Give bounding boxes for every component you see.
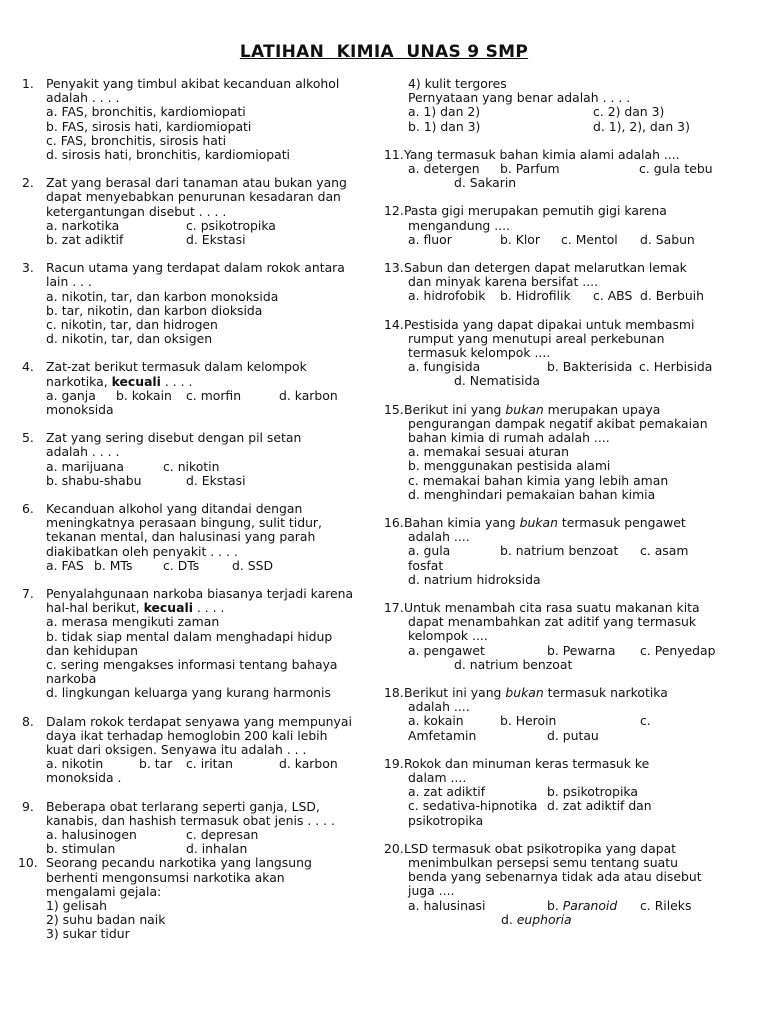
question-stem: ketergantungan disebut . . . . bbox=[46, 203, 227, 219]
stem-text: merupakan upaya bbox=[543, 401, 661, 417]
title-text: LATIHAN KIMIA UNAS 9 SMP bbox=[239, 42, 529, 62]
option-c: c. Mentol bbox=[561, 231, 618, 247]
statement-item: 4) kulit tergores bbox=[408, 76, 507, 91]
option-c: c. bbox=[640, 713, 651, 729]
option-b: b. menggunakan pestisida alami bbox=[408, 458, 611, 474]
question-15 bbox=[384, 403, 729, 502]
option-a: a. hidrofobik bbox=[408, 288, 486, 304]
option-a: a. memakai sesuai aturan bbox=[408, 444, 569, 460]
option-d: d. sirosis hati, bronchitis, kardiomiopati bbox=[46, 147, 290, 163]
option-c: c. morfin bbox=[186, 387, 242, 403]
question-stem: Yang termasuk bahan kimia alami adalah .... bbox=[404, 146, 680, 162]
question-stem: menimbulkan persepsi semu tentang suatu bbox=[408, 854, 678, 870]
option-c: c. sedativa-hipnotika bbox=[408, 798, 538, 814]
option-c: c. Herbisida bbox=[639, 359, 713, 375]
option-b: b. zat adiktif bbox=[46, 232, 124, 248]
option-a: a. nikotin bbox=[46, 756, 104, 772]
question-stem: Seorang pecandu narkotika yang langsung bbox=[46, 855, 312, 871]
option-b: b. Pewarna bbox=[547, 642, 616, 658]
question-10-continued bbox=[384, 77, 729, 134]
option-c: c. nikotin bbox=[163, 458, 220, 474]
question-7 bbox=[22, 587, 367, 701]
question-13 bbox=[384, 261, 729, 304]
question-stem: dalam .... bbox=[408, 769, 467, 785]
option-d: d. natrium hidroksida bbox=[408, 571, 541, 587]
question-16 bbox=[384, 516, 729, 587]
question-stem: Beberapa obat terlarang seperti ganja, LSD, bbox=[46, 798, 320, 814]
question-number: 5. bbox=[22, 430, 34, 446]
stem-text: . . . . bbox=[160, 373, 193, 389]
question-number: 7. bbox=[22, 586, 34, 601]
option-b: b. Heroin bbox=[500, 713, 557, 729]
stem-text: Bahan kimia yang bbox=[404, 514, 520, 530]
stem-text: Berikut ini yang bbox=[404, 401, 506, 417]
option-text: Paranoid bbox=[562, 897, 618, 913]
option-b: b. shabu-shabu bbox=[46, 472, 142, 488]
question-number: 3. bbox=[22, 260, 34, 276]
option-d: d. zat adiktif dan bbox=[547, 798, 652, 814]
question-stem: termasuk kelompok .... bbox=[408, 344, 551, 360]
question-6 bbox=[22, 502, 367, 573]
stem-emphasis: bukan bbox=[505, 684, 544, 700]
option-d-cont: psikotropika bbox=[408, 812, 484, 828]
question-stem: Racun utama yang terdapat dalam rokok antara bbox=[46, 260, 345, 276]
option-b: b. Bakterisida bbox=[547, 359, 633, 375]
question-stem: tekanan mental, dan halusinasi yang parah bbox=[46, 529, 316, 545]
question-3 bbox=[22, 261, 367, 346]
question-number: 16. bbox=[384, 514, 404, 530]
option-a: a. fungisida bbox=[408, 359, 481, 375]
statement-item: 1) gelisah bbox=[46, 898, 107, 914]
question-number: 20. bbox=[384, 840, 404, 856]
option-b: b. tar bbox=[139, 756, 173, 772]
right-column bbox=[384, 77, 729, 927]
option-d: d. karbon bbox=[279, 387, 338, 403]
stem-emphasis: bukan bbox=[505, 401, 544, 417]
question-stem: pengurangan dampak negatif akibat pemakaian bbox=[408, 415, 708, 431]
stem-text: hal-hal berikut, bbox=[46, 600, 144, 616]
option-b: b. kokain bbox=[116, 387, 172, 403]
option-a: a. zat adiktif bbox=[408, 784, 486, 800]
option-c-cont: narkoba bbox=[46, 671, 97, 687]
question-stem: Penyakit yang timbul akibat kecanduan alkohol bbox=[46, 76, 340, 91]
option-c: c. FAS, bronchitis, sirosis hati bbox=[46, 132, 227, 148]
question-14 bbox=[384, 318, 729, 389]
question-stem bbox=[384, 403, 729, 417]
question-number: 6. bbox=[22, 501, 34, 516]
stem-emphasis: kecuali bbox=[143, 600, 193, 616]
question-stem bbox=[384, 516, 729, 530]
question-stem: adalah . . . . bbox=[46, 444, 120, 460]
option-d: d. Ekstasi bbox=[186, 232, 246, 248]
question-8 bbox=[22, 715, 367, 786]
option-a: a. halusinasi bbox=[408, 897, 486, 913]
option-b: b. tidak siap mental dalam menghadapi hidup bbox=[46, 628, 333, 644]
question-stem: lain . . . bbox=[46, 274, 92, 290]
question-stem: Zat-zat berikut termasuk dalam kelompok bbox=[46, 359, 307, 375]
option-c-cont: fosfat bbox=[408, 557, 444, 573]
question-stem: rumput yang menutupi areal perkebunan bbox=[408, 330, 665, 346]
question-number: 2. bbox=[22, 175, 34, 191]
option-d: d. karbon bbox=[279, 756, 338, 772]
question-stem bbox=[22, 375, 367, 389]
question-stem: Untuk menambah cita rasa suatu makanan kita bbox=[404, 599, 700, 615]
question-stem: benda yang sebenarnya tidak ada atau disebut bbox=[408, 869, 702, 885]
option-c: c. memakai bahan kimia yang lebih aman bbox=[408, 472, 669, 488]
option-b: b. stimulan bbox=[46, 841, 116, 857]
stem-text: . . . . bbox=[192, 600, 225, 616]
option-d: d. SSD bbox=[232, 557, 274, 573]
option-d: d. putau bbox=[547, 727, 599, 743]
question-stem: LSD termasuk obat psikotropika yang dapat bbox=[404, 840, 677, 856]
question-stem: meningkatnya perasaan bingung, sulit tidur, bbox=[46, 515, 322, 531]
question-stem: dapat menambahkan zat aditif yang termasuk bbox=[408, 614, 697, 630]
stem-text: termasuk pengawet bbox=[557, 514, 686, 530]
option-a: a. marijuana bbox=[46, 458, 125, 474]
option-a: a. narkotika bbox=[46, 217, 120, 233]
question-number: 15. bbox=[384, 401, 404, 417]
question-stem: Kecanduan alkohol yang ditandai dengan bbox=[46, 501, 303, 516]
option-d bbox=[501, 913, 572, 927]
option-a: a. ganja bbox=[46, 387, 96, 403]
option-b: b. 1) dan 3) bbox=[408, 118, 481, 134]
page-title bbox=[0, 42, 768, 62]
option-a: a. detergen bbox=[408, 160, 480, 176]
question-stem: berhenti mengonsumsi narkotika akan bbox=[46, 869, 285, 885]
question-number: 18. bbox=[384, 684, 404, 700]
question-stem: kanabis, dan hashish termasuk obat jenis . . . . bbox=[46, 812, 335, 828]
question-stem: dapat menyebabkan penurunan kesadaran dan bbox=[46, 189, 341, 205]
question-18 bbox=[384, 686, 729, 743]
question-4 bbox=[22, 360, 367, 417]
option-label: b. bbox=[547, 897, 563, 913]
question-stem: adalah .... bbox=[408, 699, 470, 715]
question-number: 14. bbox=[384, 316, 404, 332]
statement-item: 2) suhu badan naik bbox=[46, 912, 166, 928]
question-17 bbox=[384, 601, 729, 672]
option-b: b. Hidrofilik bbox=[500, 288, 571, 304]
question-number: 1. bbox=[22, 76, 34, 91]
statement-item: 3) sukar tidur bbox=[46, 926, 130, 942]
option-d: d. menghindari pemakaian bahan kimia bbox=[408, 486, 656, 502]
stem-text: termasuk narkotika bbox=[543, 684, 668, 700]
question-20 bbox=[384, 842, 729, 927]
question-stem: mengalami gejala: bbox=[46, 883, 162, 899]
question-19 bbox=[384, 757, 729, 828]
question-stem: Sabun dan detergen dapat melarutkan lemak bbox=[404, 259, 687, 275]
question-number: 19. bbox=[384, 755, 404, 771]
stem-emphasis: kecuali bbox=[111, 373, 161, 389]
option-a: a. nikotin, tar, dan karbon monoksida bbox=[46, 288, 279, 304]
option-b: b. FAS, sirosis hati, kardiomiopati bbox=[46, 118, 252, 134]
question-stem: juga .... bbox=[408, 883, 455, 899]
question-stem: diakibatkan oleh penyakit . . . . bbox=[46, 543, 238, 559]
stem-emphasis: bukan bbox=[519, 514, 558, 530]
question-stem: Zat yang berasal dari tanaman atau bukan yang bbox=[46, 175, 347, 191]
option-a: a. merasa mengikuti zaman bbox=[46, 614, 220, 630]
option-b: b. natrium benzoat bbox=[500, 543, 619, 559]
question-number: 10. bbox=[18, 855, 38, 871]
option-d: d. Ekstasi bbox=[186, 472, 246, 488]
question-stem: adalah . . . . bbox=[46, 90, 120, 106]
question-stem: kelompok .... bbox=[408, 628, 488, 644]
option-c: c. 2) dan 3) bbox=[593, 104, 665, 120]
question-stem: mengandung .... bbox=[408, 217, 510, 233]
option-c: c. Rileks bbox=[640, 897, 692, 913]
option-c: c. Penyedap bbox=[640, 642, 716, 658]
question-stem: Pestisida yang dapat dipakai untuk membasmi bbox=[404, 316, 695, 332]
option-c-cont: Amfetamin bbox=[408, 727, 477, 743]
question-10 bbox=[18, 855, 367, 942]
question-stem: adalah .... bbox=[408, 529, 470, 545]
question-number: 12. bbox=[384, 203, 404, 219]
question-11 bbox=[384, 148, 729, 191]
question-stem: Penyalahgunaan narkoba biasanya terjadi karena bbox=[46, 586, 354, 601]
question-2 bbox=[22, 176, 367, 247]
option-d: d. 1), 2), dan 3) bbox=[593, 118, 690, 134]
option-d: d. Berbuih bbox=[640, 288, 704, 304]
option-a: a. gula bbox=[408, 543, 451, 559]
option-b: b. psikotropika bbox=[547, 784, 638, 800]
question-stem: Rokok dan minuman keras termasuk ke bbox=[404, 755, 650, 771]
question-prompt: Pernyataan yang benar adalah . . . . bbox=[408, 90, 631, 106]
option-d: d. natrium benzoat bbox=[454, 656, 573, 672]
question-stem: Pasta gigi merupakan pemutih gigi karena bbox=[404, 203, 667, 219]
option-b-cont: dan kehidupan bbox=[46, 642, 138, 658]
question-number: 8. bbox=[22, 713, 34, 729]
option-b bbox=[547, 899, 617, 913]
option-c: c. iritan bbox=[186, 756, 233, 772]
question-stem bbox=[22, 601, 367, 615]
option-a: a. FAS, bronchitis, kardiomiopati bbox=[46, 104, 246, 120]
option-d: d. Nematisida bbox=[454, 373, 540, 389]
question-stem: kuat dari oksigen. Senyawa itu adalah . . . bbox=[46, 742, 307, 758]
left-column bbox=[18, 76, 367, 942]
question-number: 17. bbox=[384, 599, 404, 615]
question-number: 9. bbox=[22, 798, 34, 814]
question-stem bbox=[384, 686, 729, 700]
stem-text: Berikut ini yang bbox=[404, 684, 506, 700]
option-c: c. asam bbox=[640, 543, 689, 559]
option-b: b. tar, nikotin, dan karbon dioksida bbox=[46, 302, 263, 318]
option-c: c. nikotin, tar, dan hidrogen bbox=[46, 317, 218, 333]
question-12 bbox=[384, 204, 729, 247]
question-stem: dan minyak karena bersifat .... bbox=[408, 274, 599, 290]
option-d: d. nikotin, tar, dan oksigen bbox=[46, 331, 213, 347]
option-a: a. FAS bbox=[46, 557, 84, 573]
question-stem: Zat yang sering disebut dengan pil setan bbox=[46, 430, 302, 446]
option-c: c. ABS bbox=[593, 288, 633, 304]
option-a: a. kokain bbox=[408, 713, 464, 729]
option-a: a. 1) dan 2) bbox=[408, 104, 481, 120]
option-c: c. sering mengakses informasi tentang bahaya bbox=[46, 657, 338, 673]
option-d: d. inhalan bbox=[186, 841, 248, 857]
option-a: a. pengawet bbox=[408, 642, 485, 658]
question-5 bbox=[22, 431, 367, 488]
option-c: c. depresan bbox=[186, 827, 259, 843]
stem-text: narkotika, bbox=[46, 373, 112, 389]
option-d: d. Sakarin bbox=[454, 175, 517, 191]
question-number: 4. bbox=[22, 359, 34, 375]
option-c: c. gula tebu bbox=[639, 160, 713, 176]
option-label: d. bbox=[501, 911, 517, 927]
question-number: 11. bbox=[384, 146, 404, 162]
option-b: b. Klor bbox=[500, 231, 540, 247]
option-d-cont: monoksida bbox=[46, 402, 114, 418]
question-1 bbox=[22, 77, 367, 162]
option-text: euphoria bbox=[516, 911, 572, 927]
question-number: 13. bbox=[384, 259, 404, 275]
question-9 bbox=[22, 800, 367, 857]
option-c: c. psikotropika bbox=[186, 217, 276, 233]
question-stem: Dalam rokok terdapat senyawa yang mempunyai bbox=[46, 713, 352, 729]
option-d: d. Sabun bbox=[640, 231, 695, 247]
option-b: b. Parfum bbox=[500, 160, 560, 176]
question-stem: daya ikat terhadap hemoglobin 200 kali lebih bbox=[46, 727, 328, 743]
option-d-cont: monoksida . bbox=[46, 770, 122, 786]
option-d: d. lingkungan keluarga yang kurang harmonis bbox=[46, 685, 331, 701]
question-stem: bahan kimia di rumah adalah .... bbox=[408, 429, 610, 445]
option-b: b. MTs bbox=[94, 557, 133, 573]
option-a: a. halusinogen bbox=[46, 827, 137, 843]
option-c: c. DTs bbox=[163, 557, 200, 573]
option-a: a. fluor bbox=[408, 231, 452, 247]
